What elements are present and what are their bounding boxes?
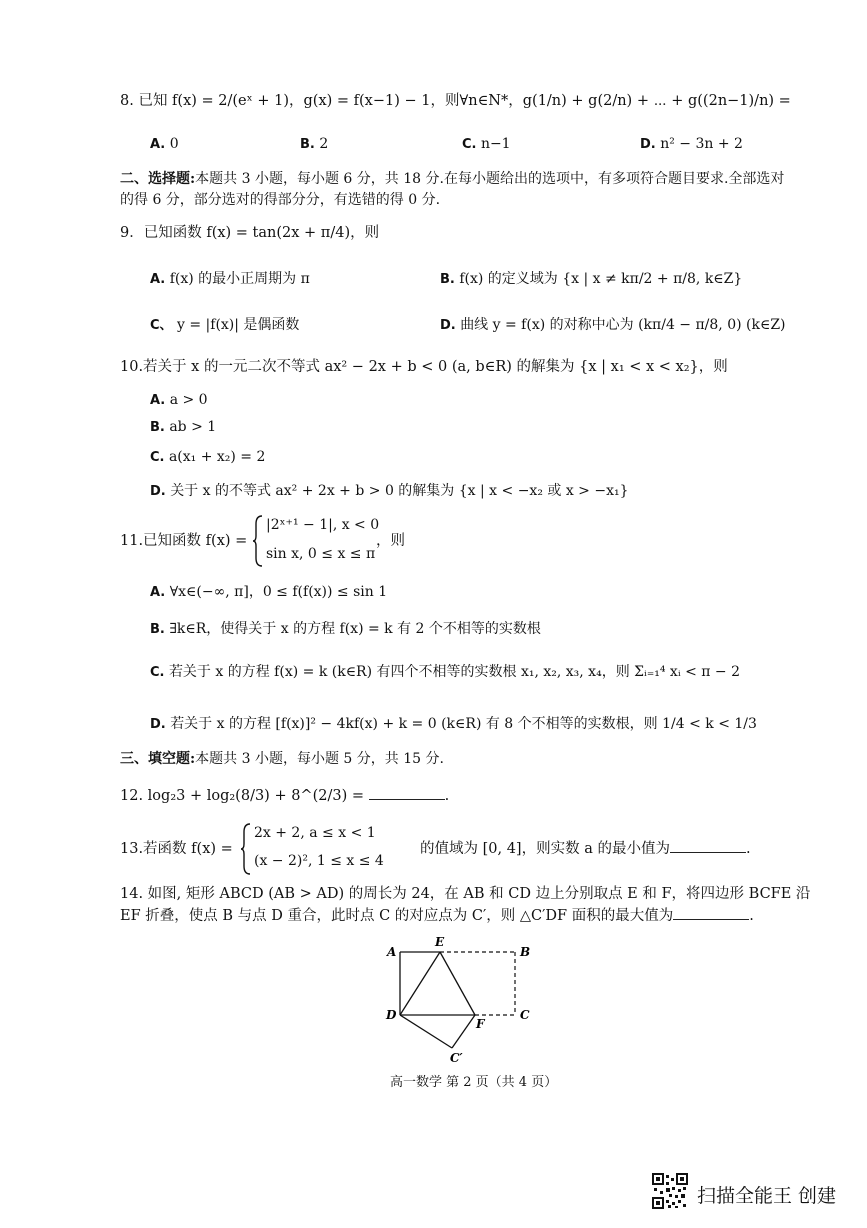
- section2-header-line2: 的得 6 分，部分选对的得部分分，有选错的得 0 分.: [120, 192, 441, 208]
- q11-option-a: A. ∀x∈(−∞, π]，0 ≤ f(f(x)) ≤ sin 1: [150, 584, 388, 600]
- q14-answer-blank[interactable]: [673, 905, 749, 920]
- label-B: B: [520, 945, 531, 959]
- q10-option-d: D. 关于 x 的不等式 ax² + 2x + b > 0 的解集为 {x | x < −x₂ 或 x > −x₁}: [150, 483, 629, 499]
- q13-case2: (x − 2)², 1 ≤ x ≤ 4: [254, 853, 384, 869]
- q13-case1: 2x + 2, a ≤ x < 1: [254, 825, 376, 841]
- q14-line1: 14. 如图, 矩形 ABCD (AB > AD) 的周长为 24，在 AB 和 CD 边上分别取点 E 和 F，将四边形 BCFE 沿: [120, 886, 811, 902]
- q14-line2: EF 折叠，使点 B 与点 D 重合，此时点 C 的对应点为 C′，则 △C′DF 面积的最大值为 .: [120, 905, 754, 927]
- q9-option-a: A. f(x) 的最小正周期为 π: [150, 271, 310, 287]
- label-D: D: [386, 1008, 397, 1022]
- q13-answer-blank[interactable]: [670, 838, 746, 853]
- q9-option-c: C、 y = |f(x)| 是偶函数: [150, 317, 300, 333]
- label-C: C: [520, 1008, 530, 1022]
- q9-option-b: B. f(x) 的定义域为 {x | x ≠ kπ/2 + π/8, k∈Z}: [440, 271, 743, 287]
- label-E: E: [435, 935, 445, 949]
- section2-header: 二、选择题:本题共 3 小题，每小题 6 分，共 18 分.在每小题给出的选项中，有多项符合题目要求.全部选对: [120, 171, 785, 187]
- edge-CpF: [452, 1015, 475, 1048]
- q10-option-b: B. ab > 1: [150, 419, 217, 435]
- section3-header: 三、填空题:本题共 3 小题，每小题 5 分，共 15 分.: [120, 751, 444, 767]
- q10-stem: 10.若关于 x 的一元二次不等式 ax² − 2x + b < 0 (a, b∈R) 的解集为 {x | x₁ < x < x₂}，则: [120, 359, 728, 375]
- edge-DCp: [400, 1015, 452, 1048]
- scanner-badge-text: 扫描全能王 创建: [697, 1185, 837, 1207]
- q8-option-a: A. 0: [150, 136, 179, 152]
- q8-option-c: C. n−1: [462, 136, 511, 152]
- q8-option-b: B. 2: [300, 136, 329, 152]
- q8-stem: 8. 已知 f(x) = 2/(eˣ + 1)，g(x) = f(x−1) − 1，则∀n∈N*，g(1/n) + g(2/n) + ⋯ + g((2n−1)/n) =: [120, 93, 791, 109]
- q12-answer-blank[interactable]: [369, 785, 445, 800]
- label-A: A: [387, 945, 397, 959]
- q12-line: 12. log₂3 + log₂(8/3) + 8^(2/3) = .: [120, 785, 449, 807]
- q10-option-c: C. a(x₁ + x₂) = 2: [150, 449, 266, 465]
- q13-brace: [240, 822, 252, 876]
- q11-option-d: D. 若关于 x 的方程 [f(x)]² − 4kf(x) + k = 0 (k∈R) 有 8 个不相等的实数根，则 1/4 < k < 1/3: [150, 716, 757, 732]
- q8-option-d: D. n² − 3n + 2: [640, 136, 743, 152]
- q11-suffix: ，则: [376, 533, 405, 549]
- q14-figure: [378, 932, 548, 1068]
- edge-EF: [440, 952, 475, 1015]
- q11-case2: sin x, 0 ≤ x ≤ π: [266, 546, 376, 562]
- page-footer: 高一数学 第 2 页（共 4 页）: [390, 1075, 558, 1090]
- q9-stem: 9．已知函数 f(x) = tan(2x + π/4)，则: [120, 225, 380, 241]
- edge-DE: [400, 952, 440, 1015]
- label-F: F: [476, 1017, 485, 1031]
- q11-brace: [252, 514, 264, 568]
- q13-prefix: 13.若函数 f(x) =: [120, 841, 233, 857]
- q11-option-c: C. 若关于 x 的方程 f(x) = k (k∈R) 有四个不相等的实数根 x₁, x₂, x₃, x₄，则 Σᵢ₌₁⁴ xᵢ < π − 2: [150, 664, 741, 680]
- q11-option-b: B. ∃k∈R，使得关于 x 的方程 f(x) = k 有 2 个不相等的实数根: [150, 621, 541, 637]
- q11-case1: |2ˣ⁺¹ − 1|, x < 0: [266, 517, 380, 533]
- q10-option-a: A. a > 0: [150, 392, 208, 408]
- q11-prefix: 11.已知函数 f(x) =: [120, 533, 248, 549]
- q13-suffix-line: 的值域为 [0, 4]，则实数 a 的最小值为 .: [420, 838, 751, 860]
- label-C-prime: C′: [450, 1051, 463, 1065]
- q9-option-d: D. 曲线 y = f(x) 的对称中心为 (kπ/4 − π/8, 0) (k∈Z): [440, 317, 786, 333]
- qr-code-icon: [652, 1173, 688, 1209]
